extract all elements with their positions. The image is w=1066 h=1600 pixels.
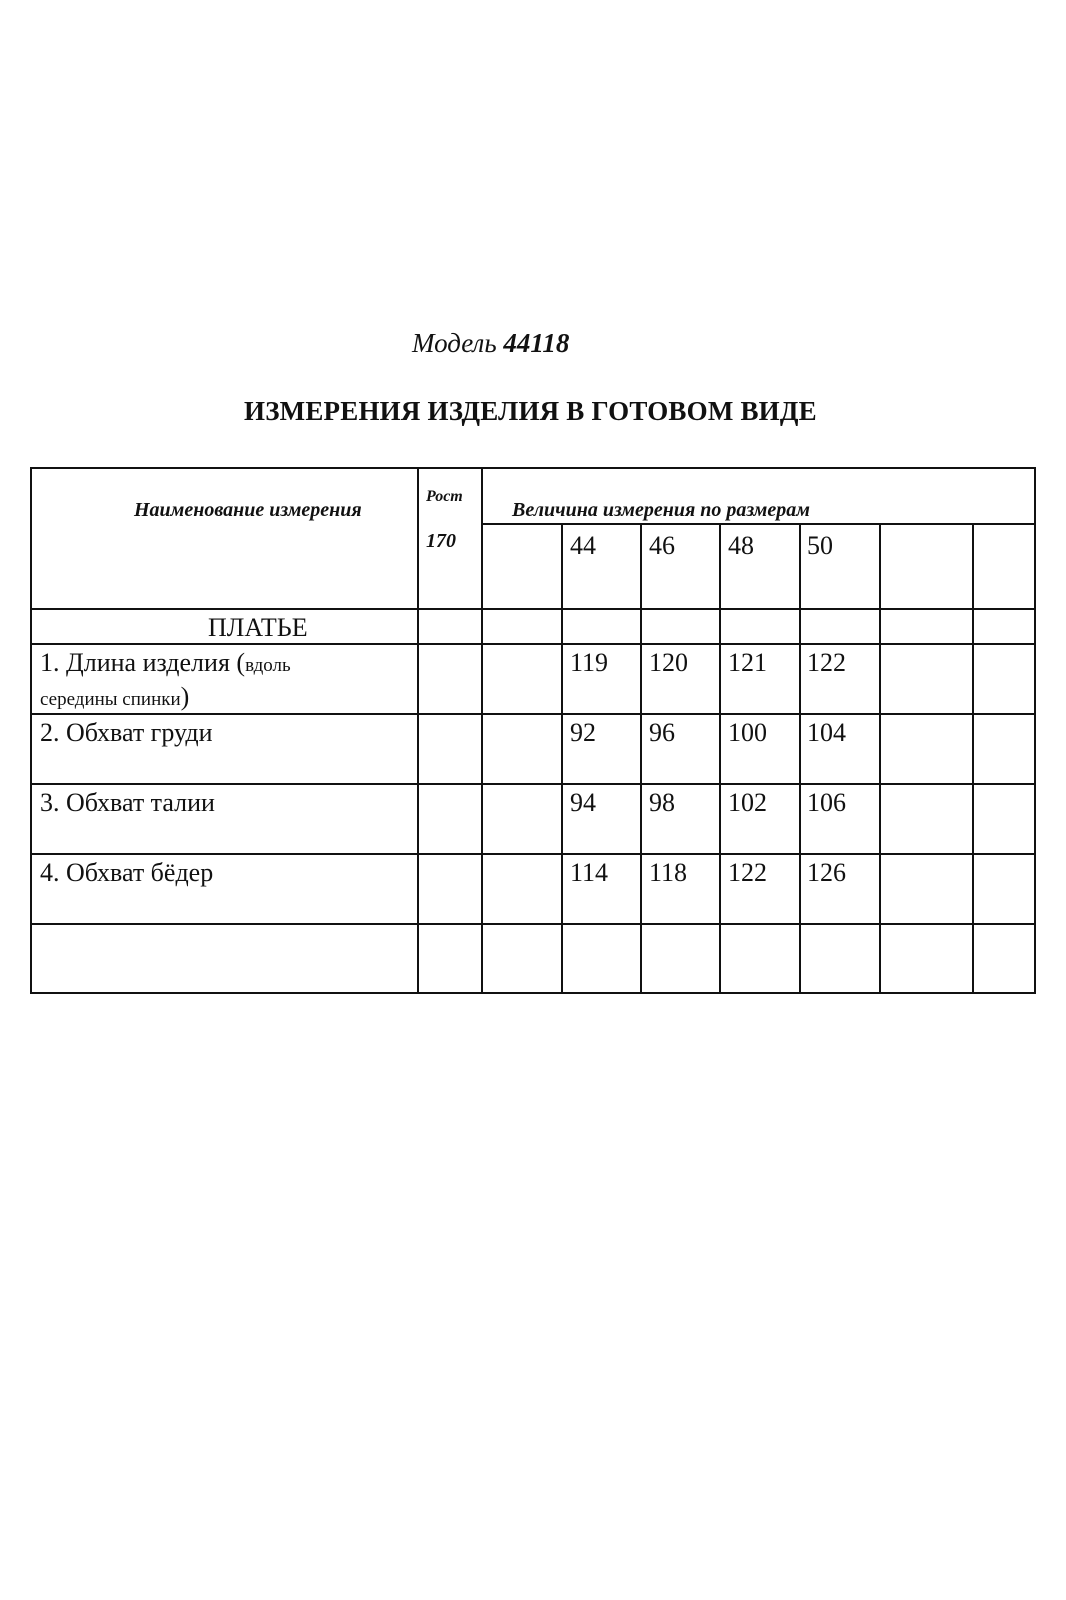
row-4-label: 4. Обхват бёдер <box>40 858 214 887</box>
size-44: 44 <box>570 531 596 560</box>
header-height-label: Рост <box>426 488 463 505</box>
row-2-value-50: 104 <box>807 718 846 747</box>
row-3-value-44: 94 <box>570 788 596 817</box>
row-2-value-44: 92 <box>570 718 596 747</box>
row-1-label-line2-small: середины спинки <box>40 689 181 710</box>
row-1-label-main: 1. Длина изделия ( <box>40 648 246 677</box>
model-number: 44118 <box>503 328 570 358</box>
row-3-value-50: 106 <box>807 788 846 817</box>
header-measurement-name: Наименование измерения <box>134 499 362 521</box>
row-3-label: 3. Обхват талии <box>40 788 215 817</box>
row-1-label-line2-end: ) <box>180 682 190 711</box>
header-height-value: 170 <box>426 530 456 552</box>
row-1-value-46: 120 <box>649 648 688 677</box>
header-values-label: Величина измерения по размерам <box>512 499 810 521</box>
row-4-value-50: 126 <box>807 858 846 887</box>
section-label-dress: ПЛАТЬЕ <box>208 613 308 642</box>
row-3-value-46: 98 <box>649 788 675 817</box>
document-title: ИЗМЕРЕНИЯ ИЗДЕЛИЯ В ГОТОВОМ ВИДЕ <box>244 396 817 426</box>
row-4-value-46: 118 <box>649 858 688 887</box>
row-4-value-44: 114 <box>570 858 609 887</box>
row-2-value-48: 100 <box>728 718 767 747</box>
row-1-label-small: вдоль <box>245 655 291 676</box>
row-2-value-46: 96 <box>649 718 675 747</box>
measurements-table <box>30 467 1036 994</box>
row-1-label <box>40 650 291 676</box>
row-1-value-50: 122 <box>807 648 846 677</box>
row-3-value-48: 102 <box>728 788 767 817</box>
model-caption <box>412 328 569 359</box>
row-1-value-48: 121 <box>728 648 767 677</box>
row-1-value-44: 119 <box>570 648 609 677</box>
row-1-label-line2 <box>40 684 189 710</box>
size-48: 48 <box>728 531 754 560</box>
model-prefix: Модель <box>412 328 497 358</box>
size-46: 46 <box>649 531 675 560</box>
size-50: 50 <box>807 531 833 560</box>
row-2-label: 2. Обхват груди <box>40 718 213 747</box>
row-4-value-48: 122 <box>728 858 767 887</box>
